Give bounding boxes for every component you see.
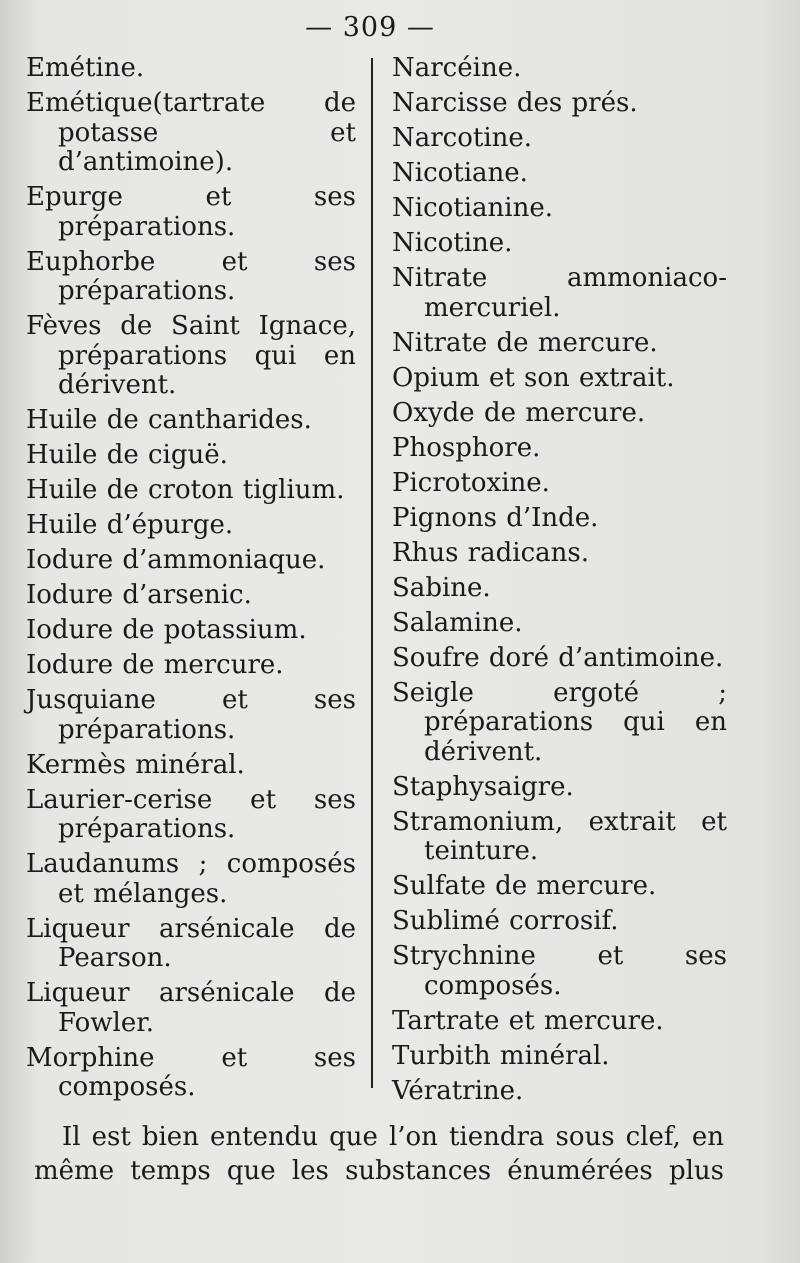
list-item: Sulfate de mercure. bbox=[392, 871, 657, 901]
list-item: Huile de cantharides. bbox=[26, 405, 312, 435]
list-item: Iodure de mercure. bbox=[26, 650, 284, 680]
list-item: Euphorbe et ses préparations. bbox=[26, 246, 356, 306]
body-paragraph bbox=[34, 1120, 724, 1188]
list-item: Huile d’épurge. bbox=[26, 510, 234, 540]
list-item: Iodure de potassium. bbox=[26, 615, 307, 645]
list-item: Narcisse des prés. bbox=[392, 88, 638, 118]
list-item: Iodure d’arsenic. bbox=[26, 580, 252, 610]
paragraph-text: Il est bien entendu que l’on tiendra sous clef, en même temps que les substances énumérées plus bbox=[34, 1122, 724, 1186]
list-item: Laurier-cerise et ses préparations. bbox=[26, 784, 356, 844]
list-item: Laudanums ; composés et mélanges. bbox=[26, 849, 356, 909]
list-item: Sabine. bbox=[392, 572, 491, 603]
list-item: Oxyde de mercure. bbox=[392, 397, 646, 428]
list-item: Nicotianine. bbox=[392, 193, 554, 223]
list-item: Pignons d’Inde. bbox=[392, 502, 599, 533]
list-item: Phosphore. bbox=[392, 432, 541, 463]
right-column bbox=[392, 54, 727, 1112]
list-item: Turbith minéral. bbox=[392, 1040, 610, 1071]
list-item: Liqueur arsénicale de Pearson. bbox=[26, 913, 356, 973]
list-item: Huile de ciguë. bbox=[26, 440, 228, 470]
list-item: Narcéine. bbox=[392, 53, 522, 83]
list-item: Jusquiane et ses préparations. bbox=[26, 685, 356, 745]
list-item: Stramonium, extrait et teinture. bbox=[392, 806, 727, 866]
list-item: Picrotoxine. bbox=[392, 467, 550, 498]
list-item: Staphysaigre. bbox=[392, 771, 574, 802]
list-item: Vératrine. bbox=[392, 1075, 524, 1106]
column-divider bbox=[371, 58, 373, 1088]
list-item: Nitrate de mercure. bbox=[392, 327, 658, 358]
list-item: Seigle ergoté ; préparations qui en dérivent. bbox=[392, 677, 727, 767]
list-item: Nicotine. bbox=[392, 228, 513, 258]
list-item: Nitrate ammoniaco-mercuriel. bbox=[392, 263, 727, 323]
list-item: Kermès minéral. bbox=[26, 749, 245, 780]
list-item: Sublimé corrosif. bbox=[392, 906, 619, 936]
list-item: Tartrate et mercure. bbox=[392, 1005, 664, 1036]
list-item: Strychnine et ses composés. bbox=[392, 941, 727, 1001]
list-item: Rhus radicans. bbox=[392, 537, 589, 568]
list-item: Opium et son extrait. bbox=[392, 362, 675, 393]
left-column bbox=[26, 54, 356, 1108]
list-item: Morphine et ses composés. bbox=[26, 1042, 356, 1102]
list-item: Nicotiane. bbox=[392, 158, 528, 188]
list-item: Fèves de Saint Ignace, préparations qui en dérivent. bbox=[26, 311, 356, 400]
list-item: Epurge et ses préparations. bbox=[26, 182, 356, 242]
list-item: Huile de croton tiglium. bbox=[26, 475, 345, 505]
list-item: Soufre doré d’antimoine. bbox=[392, 642, 724, 673]
list-item: Salamine. bbox=[392, 607, 523, 638]
page-number: — 309 — bbox=[305, 12, 435, 43]
list-item: Emétique(tartrate de potasse et d’antimoine). bbox=[26, 88, 356, 177]
list-item: Liqueur arsénicale de Fowler. bbox=[26, 978, 356, 1038]
list-item: Narcotine. bbox=[392, 123, 533, 153]
list-item: Iodure d’ammoniaque. bbox=[26, 545, 326, 575]
list-item: Emétine. bbox=[26, 53, 145, 83]
